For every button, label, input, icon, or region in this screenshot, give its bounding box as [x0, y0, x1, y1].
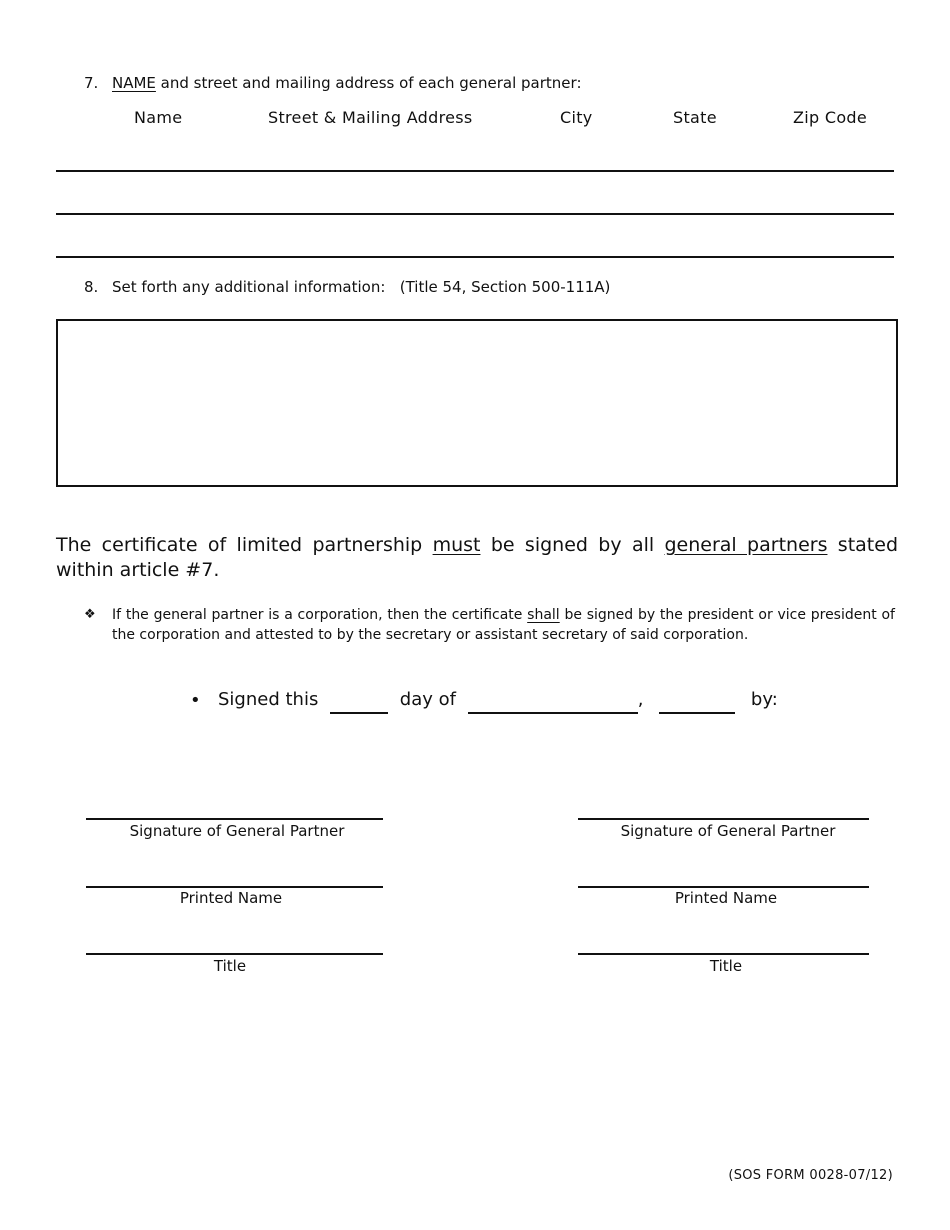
general-partner-line-1 — [56, 170, 894, 172]
requirement-part-3: stated within article #7. — [56, 534, 899, 581]
signed-date-line — [218, 689, 778, 715]
left-title-line — [86, 953, 383, 955]
left-signature-line — [86, 818, 383, 820]
form-number-footer: (SOS FORM 0028-07/12) — [728, 1168, 893, 1183]
date-comma: , — [637, 689, 644, 710]
item-8-label-text: Set forth any additional information: — [112, 278, 386, 296]
column-header-state: State — [673, 108, 717, 127]
item-8-citation: (Title 54, Section 500-111A) — [399, 278, 611, 296]
additional-information-box[interactable] — [56, 319, 898, 487]
signed-month-input[interactable] — [468, 693, 638, 712]
item-7-label — [112, 74, 582, 92]
right-printed-name-line — [578, 886, 869, 888]
note-part-2: be signed by the president or vice president of the corporation and attested to by the secretary or assistant secretary of said corporation. — [112, 607, 895, 643]
column-header-zip-code: Zip Code — [793, 108, 868, 127]
left-signature-input[interactable] — [86, 790, 383, 816]
left-signature-label: Signature of General Partner — [129, 822, 345, 840]
signed-month-blank — [468, 692, 638, 714]
signature-requirement-statement — [56, 533, 898, 583]
right-title-line — [578, 953, 869, 955]
diamond-bullet-icon: ❖ — [84, 607, 96, 622]
general-partner-line-3 — [56, 256, 894, 258]
signed-this-label: Signed this — [218, 689, 319, 710]
item-7-label-rest: and street and mailing address of each general partner: — [155, 74, 582, 92]
requirement-general-partners: general partners — [664, 534, 828, 556]
general-partner-row-1-input[interactable] — [56, 138, 894, 170]
left-printed-name-label: Printed Name — [179, 889, 283, 907]
item-8-label — [112, 278, 610, 296]
right-signature-input[interactable] — [578, 790, 869, 816]
column-header-city: City — [560, 108, 593, 127]
left-title-input[interactable] — [86, 925, 383, 951]
column-header-name: Name — [134, 108, 183, 127]
day-of-label: day of — [399, 689, 456, 710]
item-7-number: 7. — [84, 74, 99, 92]
signed-day-input[interactable] — [330, 693, 388, 712]
signed-year-blank — [659, 692, 735, 714]
general-partner-line-2 — [56, 213, 894, 215]
right-title-input[interactable] — [578, 925, 869, 951]
column-header-street-mailing-address: Street & Mailing Address — [268, 108, 473, 127]
right-printed-name-label: Printed Name — [674, 889, 778, 907]
signed-bullet-icon: • — [190, 690, 201, 711]
note-part-1: If the general partner is a corporation, then the certificate — [112, 607, 528, 623]
requirement-must: must — [432, 534, 481, 556]
note-shall: shall — [527, 607, 560, 623]
general-partner-row-2-input[interactable] — [56, 181, 894, 213]
right-signature-label: Signature of General Partner — [620, 822, 836, 840]
item-8-number: 8. — [84, 278, 99, 296]
by-label: by: — [750, 689, 778, 710]
right-printed-name-input[interactable] — [578, 858, 869, 884]
left-printed-name-line — [86, 886, 383, 888]
requirement-part-2: be signed by all — [480, 534, 665, 556]
right-signature-line — [578, 818, 869, 820]
corporation-signing-note — [112, 605, 895, 645]
general-partner-row-3-input[interactable] — [56, 224, 894, 256]
requirement-part-1: The certificate of limited partnership — [56, 534, 433, 556]
left-title-label: Title — [213, 957, 247, 975]
right-title-label: Title — [709, 957, 743, 975]
item-7-label-name: NAME — [112, 74, 156, 92]
signed-day-blank — [330, 692, 388, 714]
signed-year-input[interactable] — [659, 693, 735, 712]
left-printed-name-input[interactable] — [86, 858, 383, 884]
